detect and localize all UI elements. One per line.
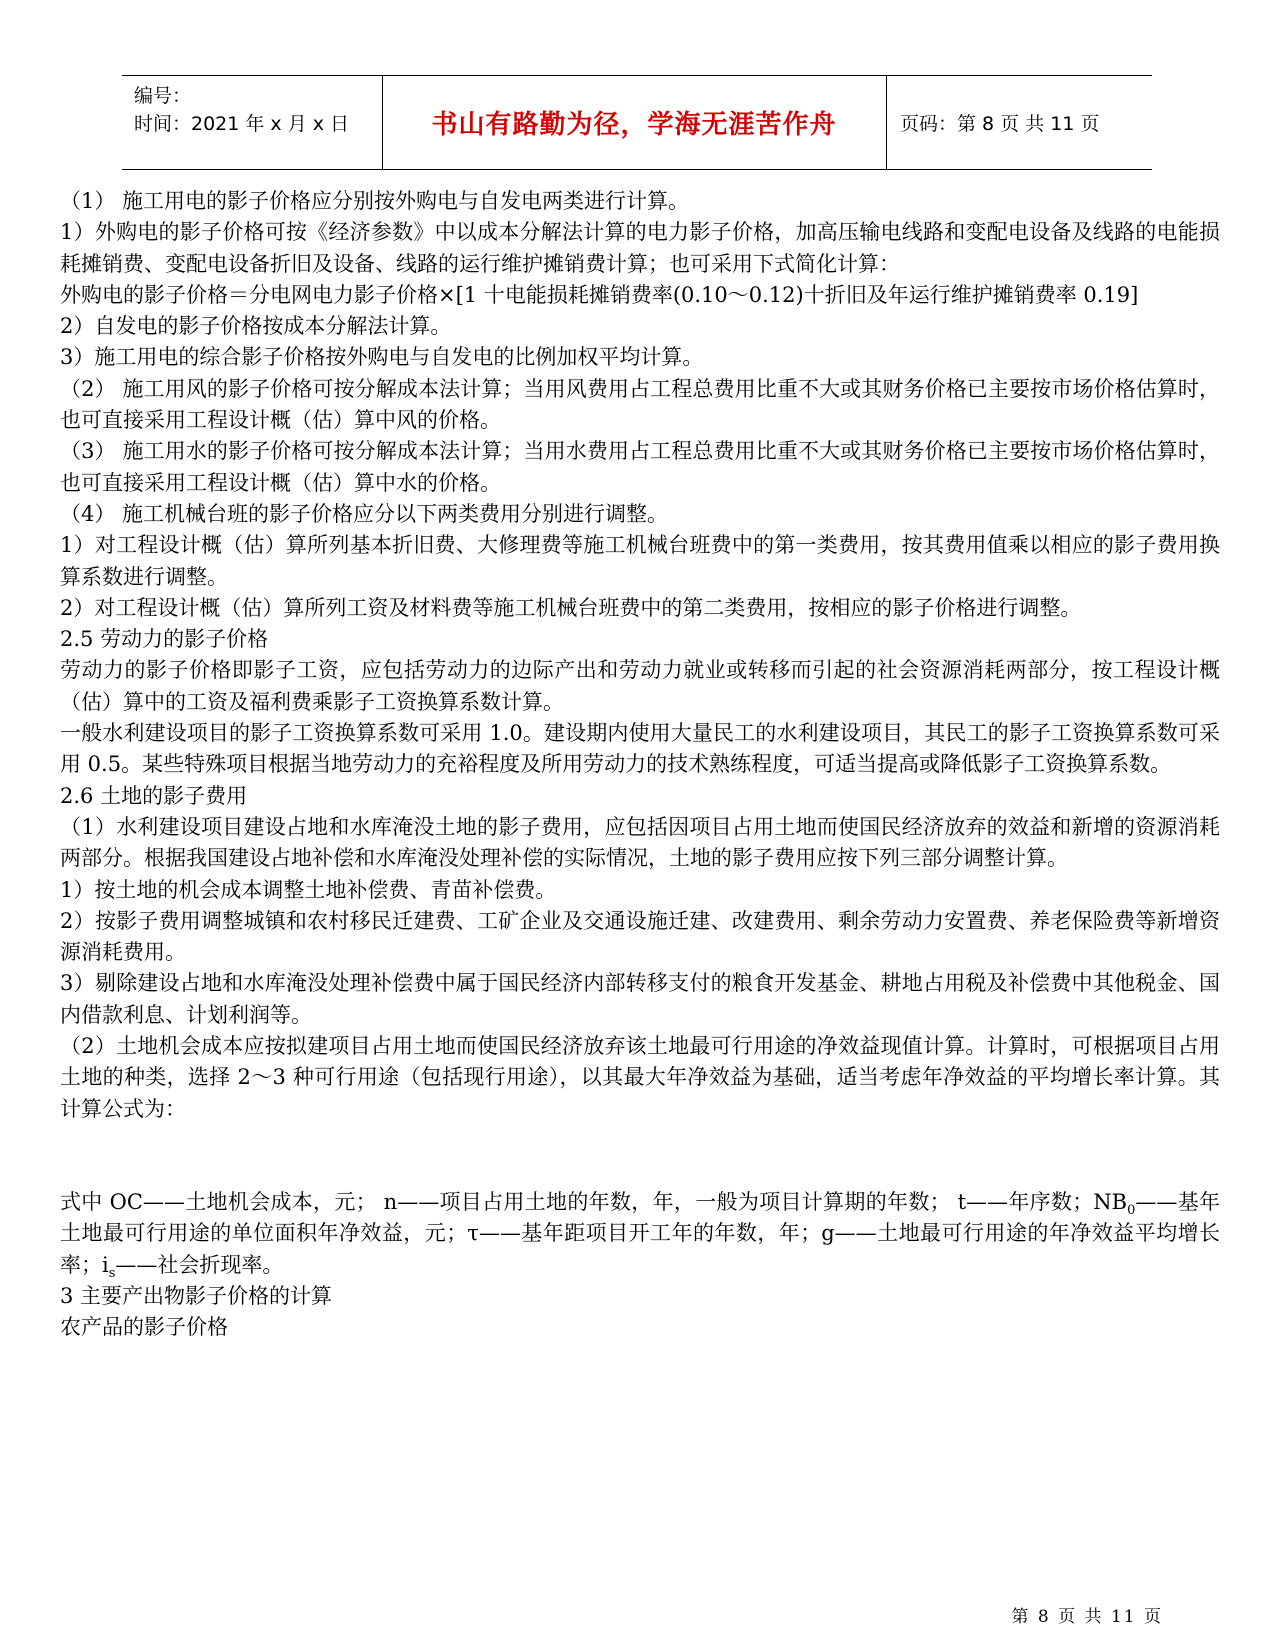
paragraph: （3） 施工用水的影子价格可按分解成本法计算；当用水费用占工程总费用比重不大或其财务价格已主要按市场价格估算时，也可直接采用工程设计概（估）算中水的价格。: [60, 439, 1220, 495]
paragraph: （4） 施工机械台班的影子价格应分以下两类费用分别进行调整。: [60, 501, 669, 526]
variable-definitions: [60, 1187, 1220, 1281]
section-heading: 2.6 土地的影子费用: [60, 783, 248, 808]
paragraph: （2）土地机会成本应按拟建项目占用土地而使国民经济放弃该土地最可行用途的净效益现值计算。计算时，可根据项目占用土地的种类，选择 2～3 种可行用途（包括现行用途），以其最大年净效益为基础，适当考虑年净效益的平均增长率计算。其计算公式为：: [60, 1034, 1220, 1121]
paragraph: 3）施工用电的综合影子价格按外购电与自发电的比例加权平均计算。: [60, 345, 704, 370]
definition-text: ——基年土地最可行用途的单位面积年净效益，元；τ——基年距项目开工年的年数，年；g——土地最可行用途的年净效益平均增长率；i: [60, 1189, 1221, 1277]
paragraph: 劳动力的影子价格即影子工资，应包括劳动力的边际产出和劳动力就业或转移而引起的社会资源消耗两部分，按工程设计概（估）算中的工资及福利费乘影子工资换算系数计算。: [60, 658, 1220, 714]
document-number-label: 编号：: [134, 85, 192, 107]
paragraph: 农产品的影子价格: [60, 1315, 228, 1340]
header-meta: [134, 82, 374, 138]
definition-text: ——社会折现率。: [115, 1252, 284, 1277]
definition-text: 式中 OC——土地机会成本，元； n——项目占用土地的年数，年，一般为项目计算期的年数； t——年序数；NB: [60, 1189, 1128, 1214]
section-heading: 3 主要产出物影子价格的计算: [60, 1283, 333, 1308]
paragraph: 2）对工程设计概（估）算所列工资及材料费等施工机械台班费中的第二类费用，按相应的影子价格进行调整。: [60, 595, 1082, 620]
subscript-zero: 0: [1127, 1203, 1136, 1219]
paragraph: （2） 施工用风的影子价格可按分解成本法计算；当用风费用占工程总费用比重不大或其财务价格已主要按市场价格估算时，也可直接采用工程设计概（估）算中风的价格。: [60, 376, 1220, 433]
paragraph: 2）按影子费用调整城镇和农村移民迁建费、工矿企业及交通设施迁建、改建费用、剩余劳动力安置费、养老保险费等新增资源消耗费用。: [60, 908, 1220, 965]
paragraph: 2）自发电的影子价格按成本分解法计算。: [60, 314, 452, 339]
paragraph: 外购电的影子价格＝分电网电力影子价格×[1 十电能损耗摊销费率(0.10～0.12)十折旧及年运行维护摊销费率 0.19]: [60, 282, 1139, 307]
paragraph: （1） 施工用电的影子价格应分别按外购电与自发电两类进行计算。: [60, 189, 690, 213]
header-motto: 书山有路勤为径，学海无涯苦作舟: [431, 110, 837, 140]
header-page-label: 页码：第 8 页 共 11 页: [900, 113, 1100, 135]
header-divider-left: [382, 76, 383, 169]
section-heading: 2.5 劳动力的影子价格: [60, 627, 269, 652]
subscript-s: s: [108, 1265, 116, 1281]
paragraph: 3）剔除建设占地和水库淹没处理补偿费中属于国民经济内部转移支付的粮食开发基金、耕地占用税及补偿费中其他税金、国内借款利息、计划利润等。: [60, 971, 1220, 1027]
paragraph: 1）按土地的机会成本调整土地补偿费、青苗补偿费。: [60, 877, 557, 902]
formula-placeholder: [60, 1125, 1220, 1187]
paragraph: 一般水利建设项目的影子工资换算系数可采用 1.0。建设期内使用大量民工的水利建设项目，其民工的影子工资换算系数可采用 0.5。某些特殊项目根据当地劳动力的充裕程度及所用劳动力的技术熟练程度，可适当提高或降低影子工资换算系数。: [60, 721, 1220, 777]
paragraph: （1）水利建设项目建设占地和水库淹没土地的影子费用，应包括因项目占用土地而使国民经济放弃的效益和新增的资源消耗两部分。根据我国建设占地补偿和水库淹没处理补偿的实际情况，土地的影子费用应按下列三部分调整计算。: [60, 814, 1220, 871]
document-time-label: 时间：2021 年 x 月 x 日: [134, 113, 350, 135]
paragraph: 1）外购电的影子价格可按《经济参数》中以成本分解法计算的电力影子价格，加高压输电线路和变配电设备及线路的电能损耗摊销费、变配电设备折旧及设备、线路的运行维护摊销费计算；也可采用下式简化计算：: [60, 220, 1220, 276]
page-footer: 第 8 页 共 11 页: [1011, 1607, 1163, 1627]
header-table: [122, 75, 1152, 170]
document-body: [60, 186, 1220, 1343]
paragraph: 1）对工程设计概（估）算所列基本折旧费、大修理费等施工机械台班费中的第一类费用，按其费用值乘以相应的影子费用换算系数进行调整。: [60, 533, 1220, 589]
